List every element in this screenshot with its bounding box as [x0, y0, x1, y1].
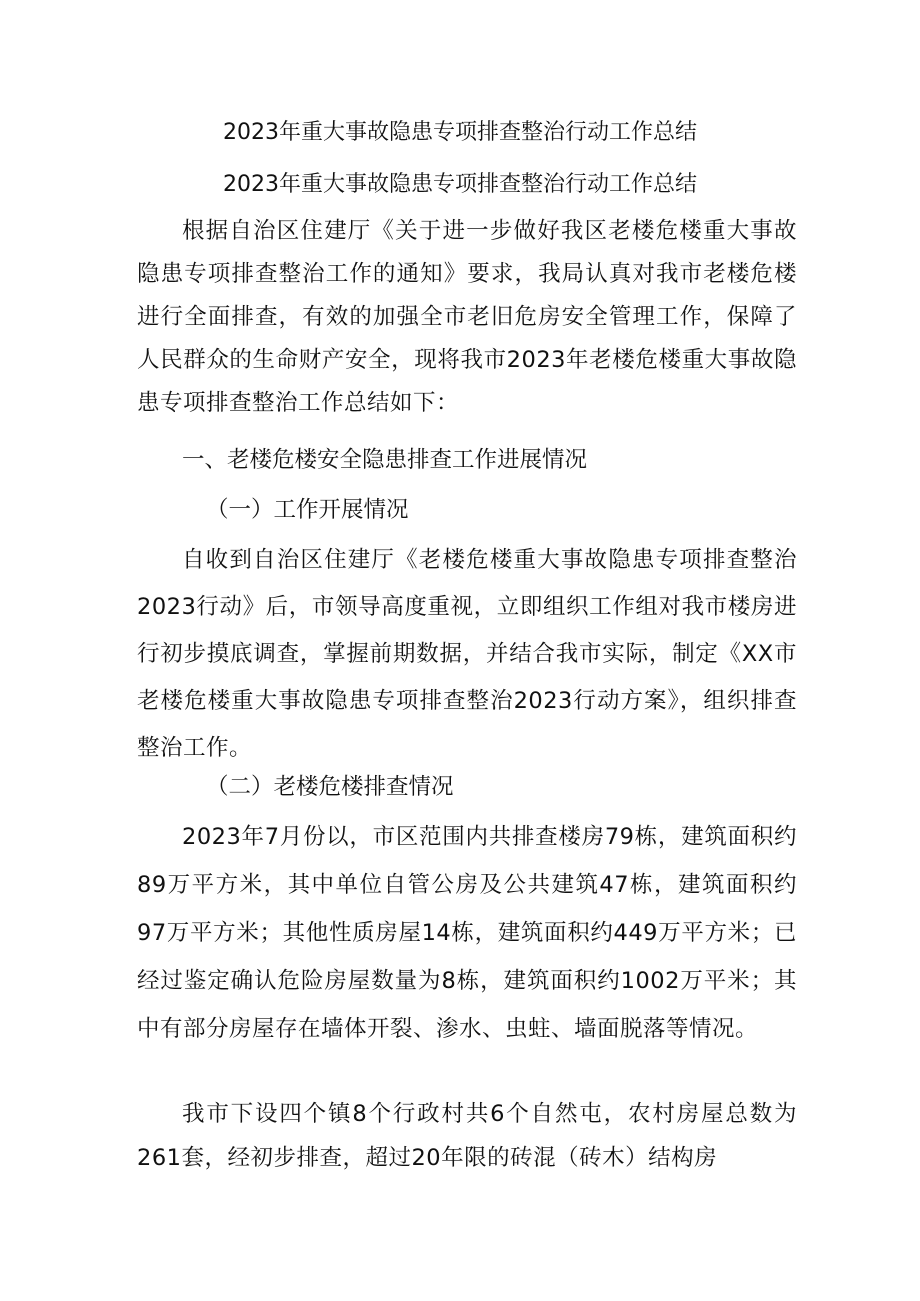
work-progress-paragraph: 自收到自治区住建厅《老楼危楼重大事故隐患专项排查整治2023行动》后，市领导高度重视，立即组织工作组对我市楼房进行初步摸底调查，掌握前期数据，并结合我市实际，制定《XX市老楼危楼重大事故隐患专项排查整治2023行动方案》，组织排查整治工作。 [137, 547, 797, 761]
inspection-paragraph-2: 我市下设四个镇8个行政村共6个自然屯，农村房屋总数为261套，经初步排查，超过20年限的砖混（砖木）结构房 [137, 1101, 797, 1171]
inspection-paragraph-1: 2023年7月份以，市区范围内共排查楼房79栋，建筑面积约89万平方米，其中单位自管公房及公共建筑47栋，建筑面积约97万平方米；其他性质房屋14栋，建筑面积约449万平方米；已经过鉴定确认危险房屋数量为8栋，建筑面积约1002万平米；其中有部分房屋存在墙体开裂、渗水、虫蛀、墙面脱落等情况。 [137, 824, 797, 1042]
document-title: 2023年重大事故隐患专项排查整治行动工作总结 [223, 120, 697, 145]
intro-paragraph: 根据自治区住建厅《关于进一步做好我区老楼危楼重大事故隐患专项排查整治工作的通知》要求，我局认真对我市老楼危楼进行全面排查，有效的加强全市老旧危房安全管理工作，保障了人民群众的生命财产安全，现将我市2023年老楼危楼重大事故隐患专项排查整治工作总结如下： [137, 218, 797, 416]
subsection-heading-2: （二）老楼危楼排查情况 [206, 774, 454, 800]
document-subtitle: 2023年重大事故隐患专项排查整治行动工作总结 [223, 172, 697, 197]
section-heading-1: 一、老楼危楼安全隐患排查工作进展情况 [182, 447, 588, 473]
subsection-heading-1: （一）工作开展情况 [206, 497, 409, 523]
